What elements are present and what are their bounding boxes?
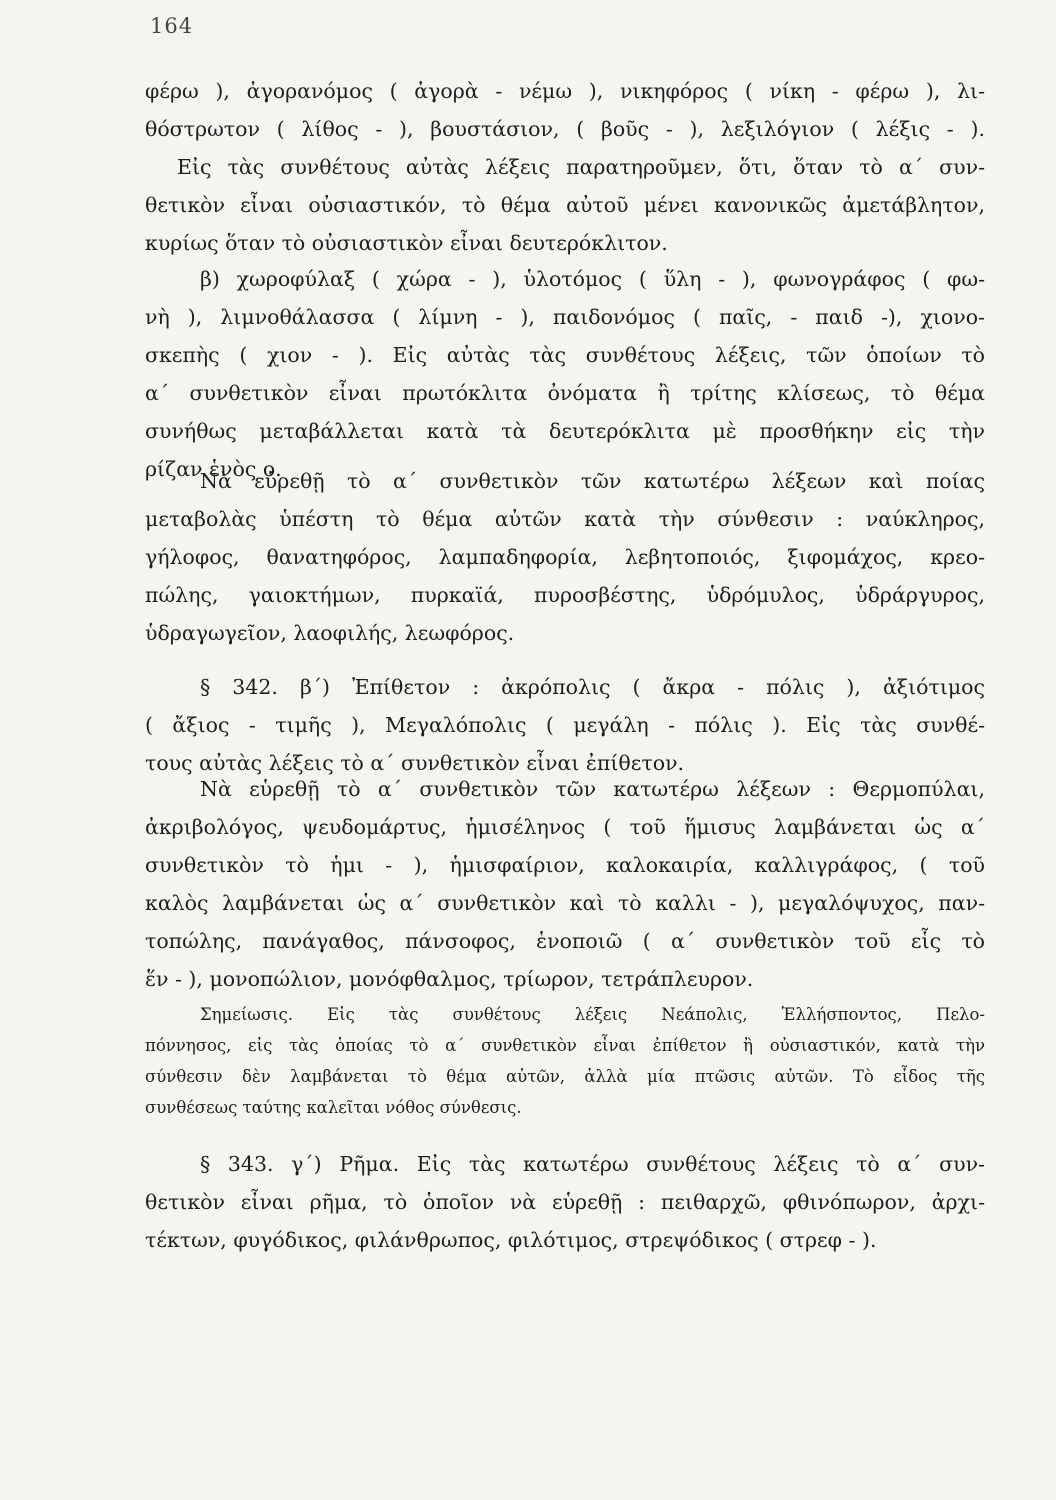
- text-line: Νὰ εὑρεθῇ τὸ α΄ συνθετικὸν τῶν κατωτέρω λέξεων : Θερμοπύλαι,: [200, 777, 985, 801]
- text-line: συνθετικὸν τὸ ἡμι - ), ἡμισφαίριον, καλοκαιρία, καλλιγράφος, ( τοῦ: [145, 853, 985, 877]
- section-heading-line: § 343. γ΄) Ρῆμα. Εἰς τὰς κατωτέρω συνθέτους λέξεις τὸ α΄ συν-: [200, 1152, 985, 1176]
- text-line: ( ἄξιος - τιμῆς ), Μεγαλόπολις ( μεγάλη - πόλις ). Εἰς τὰς συνθέ-: [145, 713, 985, 737]
- text-line: θετικὸν εἶναι οὐσιαστικόν, τὸ θέμα αὐτοῦ μένει κανονικῶς ἀμετάβλητον,: [145, 193, 985, 217]
- text-line: πώλης, γαιοκτήμων, πυρκαϊά, πυροσβέστης, ὑδρόμυλος, ὑδράργυρος,: [145, 583, 985, 607]
- text-line: ἀκριβολόγος, ψευδομάρτυς, ἡμισέληνος ( τοῦ ἥμισυς λαμβάνεται ὡς α΄: [145, 815, 985, 839]
- section-342: [145, 668, 985, 782]
- text-line: ρίζαν ἑνὸς ο.: [145, 457, 282, 481]
- text-line: Εἰς τὰς συνθέτους αὐτὰς λέξεις παρατηροῦμεν, ὅτι, ὅταν τὸ α΄ συν-: [177, 155, 985, 179]
- page-number: 164: [150, 14, 194, 38]
- text-line: σκεπὴς ( χιον - ). Εἰς αὐτὰς τὰς συνθέτους λέξεις, τῶν ὁποίων τὸ: [145, 343, 985, 367]
- paragraph-exercise-2: [145, 770, 985, 998]
- text-line: θετικὸν εἶναι ρῆμα, τὸ ὁποῖον νὰ εὑρεθῇ : πειθαρχῶ, φθινόπωρον, ἀρχι-: [145, 1190, 985, 1214]
- text-line: φέρω ), ἀγορανόμος ( ἀγορὰ - νέμω ), νικηφόρος ( νίκη - φέρω ), λι-: [145, 79, 985, 103]
- note-line: σύνθεσιν δὲν λαμβάνεται τὸ θέμα αὐτῶν, ἀλλὰ μία πτῶσις αὐτῶν. Τὸ εἶδος τῆς: [145, 1067, 985, 1086]
- text-line: τοπώλης, πανάγαθος, πάνσοφος, ἑνοποιῶ ( α΄ συνθετικὸν τοῦ εἷς τὸ: [145, 929, 985, 953]
- text-line: θόστρωτον ( λίθος - ), βουστάσιον, ( βοῦς - ), λεξιλόγιον ( λέξις - ).: [145, 117, 985, 141]
- text-line: κυρίως ὅταν τὸ οὐσιαστικὸν εἶναι δευτερόκλιτον.: [145, 231, 668, 255]
- text-line: τους αὐτὰς λέξεις τὸ α΄ συνθετικὸν εἶναι ἐπίθετον.: [145, 751, 685, 775]
- text-line: συνήθως μεταβάλλεται κατὰ τὰ δευτερόκλιτα μὲ προσθήκην εἰς τὴν: [145, 419, 985, 443]
- note-line: πόννησος, εἰς τὰς ὁποίας τὸ α΄ συνθετικὸν εἶναι ἐπίθετον ἢ οὐσιαστικόν, κατὰ τὴν: [145, 1036, 985, 1055]
- text-line: ἕν - ), μονοπώλιον, μονόφθαλμος, τρίωρον, τετράπλευρον.: [145, 967, 754, 991]
- text-line: β) χωροφύλαξ ( χώρα - ), ὑλοτόμος ( ὕλη - ), φωνογράφος ( φω-: [200, 267, 985, 291]
- paragraph-intro: [145, 72, 985, 262]
- note-block: [145, 999, 985, 1123]
- text-line: καλὸς λαμβάνεται ὡς α΄ συνθετικὸν καὶ τὸ καλλι - ), μεγαλόψυχος, παν-: [145, 891, 985, 915]
- section-343: [145, 1145, 985, 1259]
- text-line: τέκτων, φυγόδικος, φιλάνθρωπος, φιλότιμος, στρεψόδικος ( στρεφ - ).: [145, 1228, 877, 1252]
- note-line: Σημείωσις. Εἰς τὰς συνθέτους λέξεις Νεάπολις, Ἑλλήσποντος, Πελο-: [200, 1005, 985, 1024]
- text-line: μεταβολὰς ὑπέστη τὸ θέμα αὐτῶν κατὰ τὴν σύνθεσιν : ναύκληρος,: [145, 507, 985, 531]
- paragraph-beta: [145, 260, 985, 488]
- section-heading-line: § 342. β΄) Ἐπίθετον : ἀκρόπολις ( ἄκρα - πόλις ), ἀξιότιμος: [200, 675, 985, 699]
- text-line: ὑδραγωγεῖον, λαοφιλής, λεωφόρος.: [145, 621, 515, 645]
- paragraph-exercise-1: [145, 462, 985, 652]
- text-line: γήλοφος, θανατηφόρος, λαμπαδηφορία, λεβητοποιός, ξιφομάχος, κρεο-: [145, 545, 985, 569]
- text-line: Νὰ εὑρεθῇ τὸ α΄ συνθετικὸν τῶν κατωτέρω λέξεων καὶ ποίας: [200, 469, 985, 493]
- text-line: νὴ ), λιμνοθάλασσα ( λίμνη - ), παιδονόμος ( παῖς, - παιδ -), χιονο-: [145, 305, 985, 329]
- text-line: α΄ συνθετικὸν εἶναι πρωτόκλιτα ὀνόματα ἢ τρίτης κλίσεως, τὸ θέμα: [145, 381, 985, 405]
- note-line: συνθέσεως ταύτης καλεῖται νόθος σύνθεσις.: [145, 1098, 522, 1117]
